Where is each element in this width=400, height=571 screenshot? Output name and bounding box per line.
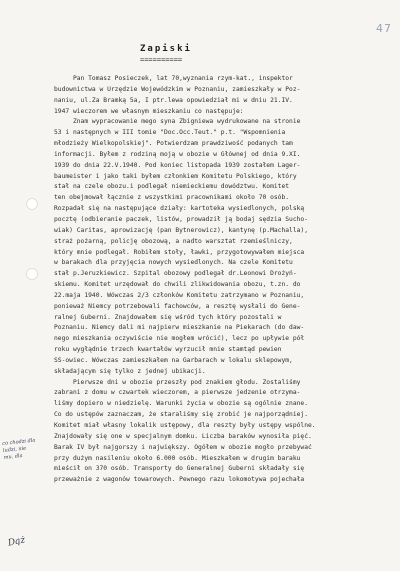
text-line: 1939 do dnia 22.V.1940. Pod koniec listopada 1939 zostałem Lager- — [54, 161, 301, 169]
margin-note-line: ludzi, nie — [2, 445, 27, 454]
page-number: 47 — [376, 22, 392, 35]
text-line: roku wygłądnie trzech kwartałów wyrzucił mnie stamtąd pewien — [54, 346, 282, 354]
text-line: który mnie podlegał. Robiłem stoły, ławki, przygotowywałem miejsca — [54, 248, 305, 256]
text-line: Komitet miał własny lokalik ustępowy, dla reszty były ustępy wspólne. — [54, 422, 316, 429]
text-line: 22.maja 1940. Wówczas 2/3 członków Komitetu zatrzymano w Poznaniu, — [54, 291, 305, 299]
text-line: Co do ustępów zaznaczam, że staraliśmy się zrobić je najporządniej. — [54, 411, 309, 419]
text-line: pocztę (odbieranie paczek, listów, prowadził ją bodaj sędzia Sucho- — [54, 215, 309, 223]
text-line: nego mieszkania oczywiście nie mogłem wrócić), lecz po upływie pół — [54, 335, 305, 343]
text-line: stał p.Jeruzkiewicz. Szpital obozowy podlegał dr.Leonowi Drożyń- — [54, 270, 297, 278]
handwritten-margin-note — [2, 436, 50, 462]
text-line: straż pożarną, policję obozową, a nadto warsztat rzemieślniczy, — [54, 237, 293, 245]
text-line: 1947 wieczorem we własnym mieszkaniu co następuje: — [54, 107, 244, 115]
text-line: Poznaniu. Niemcy dali mi najpierw mieszkanie na Piekarach (do daw- — [54, 324, 305, 332]
text-line: składającym się tylko z jednej ubikacji. — [54, 367, 206, 375]
text-line: Pan Tomasz Posieczek, lat 70,wyznania rzym-kat., inspektor — [54, 75, 293, 82]
text-line: przeważnie z wagonów towarowych. Pewnego razu lokomotywa pojechała — [54, 476, 305, 484]
text-line: Rozpadał się na następujące działy: kartoteka wysiedlonych, polską — [54, 205, 305, 213]
text-line: skiemu. Komitet urzędował do chwili zlikwidowania obozu, t.zn. do — [54, 281, 301, 289]
punch-hole — [26, 268, 38, 280]
text-line: budownictwa w Urzędzie Wojewódzkim w Poznaniu, zamieszkały w Poz- — [54, 85, 301, 93]
text-line: mieścił on 370 osób. Transporty do Generalnej Guberni składały się — [54, 465, 305, 473]
text-line: liśmy dopiero w niedzielę. Warunki życia w obozie są ogólnie znane. — [54, 400, 309, 408]
text-line: młodzieży Wielkopolskiej". Potwierdzam prawdziwość podanych tam — [54, 140, 293, 148]
text-line: Pierwsze dni w obozie przeszły pod znakiem głodu. Zostaliśmy — [54, 378, 301, 386]
handwritten-signature: Dąż — [7, 535, 27, 549]
text-line: przy dużym nasileniu około 6.000 osób. Mieszkałem w drugim baraku — [54, 454, 301, 462]
text-line: Barak IV był najgorszy i największy. Ogółem w obozie mogło przebywać — [54, 443, 312, 451]
text-line: ralnej Guberni. Znajdowałem się wśród tych który pozostali w — [54, 313, 282, 321]
text-line: w barakach dla przyjęcia nowych wysiedlonych. Na czele Komitetu — [54, 259, 293, 267]
margin-note-line: co chodzi dla — [2, 437, 36, 447]
punch-hole — [26, 198, 38, 210]
text-line: informacji. Byłem z rodziną moją w obozie w Głównej od dnia 9.XI. — [54, 150, 301, 158]
heading-underline: ========== — [140, 56, 183, 64]
text-line: naniu, ul.Za Bramką 5a, I ptr.lewa opowiedział mi w dniu 21.IV. — [54, 96, 293, 104]
text-line: stał na czele obozu.i podlegał niemieckiemu dowództwu. Komitet — [54, 183, 290, 191]
text-line: SS-owiec. Wówczas zamieszkałem na Garbarach w lokalu sklepowym, — [54, 356, 293, 364]
document-heading: Zapiski — [140, 44, 192, 54]
text-line: ten obejmował łącznie z wszystkimi pracownikami około 70 osób. — [54, 194, 290, 202]
text-line: baumeister i jako taki byłem członkiem Komitetu Polskiego, który — [54, 172, 297, 180]
text-line: ponieważ Niemcy potrzebowali fachowców, a resztę wysłali do Gene- — [54, 302, 301, 310]
text-line: Znam wypracowanie mego syna Zbigniewa wydrukowane na stronie — [54, 118, 301, 126]
text-line: Znajdowały się one w specjalnym domku. Liczba baraków wynosiła pięć. — [54, 432, 312, 440]
text-line: 53 i następnych w III tomie "Doc.Occ.Teut." p.t. "Wspomnienia — [54, 129, 286, 137]
text-line: zabrani z domu w czwartek wieczorem, a pierwsze jedzenie otrzyma- — [54, 389, 301, 397]
body-text — [54, 74, 389, 486]
margin-note-line: mu, dla — [3, 452, 23, 461]
text-line: wiak) Caritas, aprowizację (pan Bytnerowicz), kantynę (p.Machalla), — [54, 226, 309, 234]
